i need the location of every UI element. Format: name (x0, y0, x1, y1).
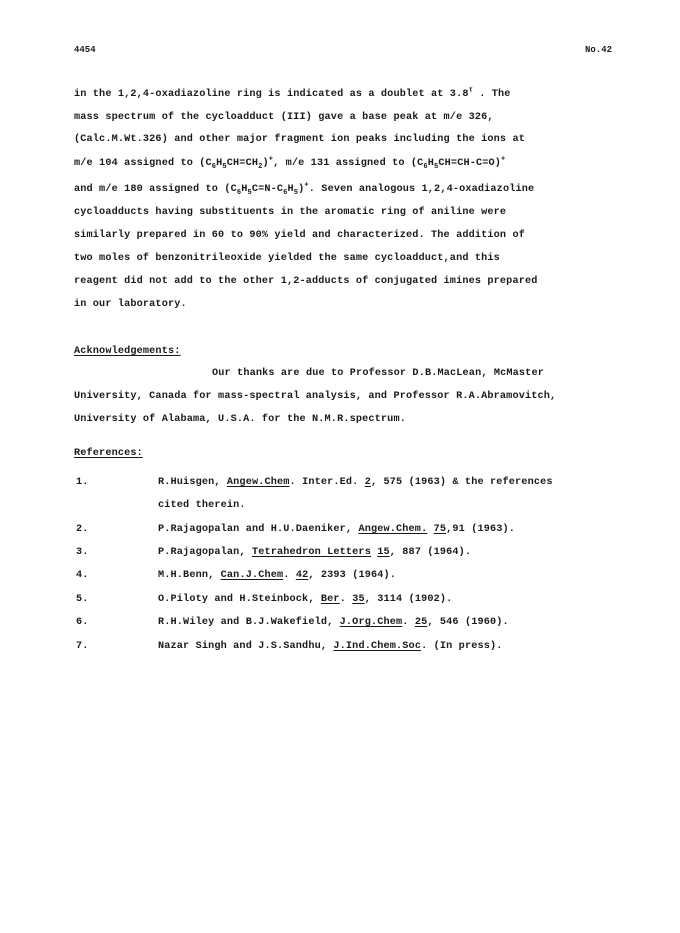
reference-continuation: cited therein. (158, 500, 246, 511)
body-line-10: in our laboratory. (74, 299, 187, 310)
body-line-5: and m/e 180 assigned to $(C_6H_5C=N-C_6H_5)^+$. Seven analogous 1,2,4-oxadiazoline (74, 181, 535, 198)
body-line-2: mass spectrum of the cycloadduct (III) gave a base peak at m/e 326, (74, 112, 494, 123)
body-line-8: two moles of benzonitrileoxide yielded the same cycloadduct,and this (74, 253, 500, 264)
page-number: 4454 (74, 45, 96, 55)
reference-item: 2. P.Rajagopalan and H.U.Daeniker, Angew.Chem. 75,91 (1963). (76, 524, 516, 535)
reference-item: 1. R.Huisgen, Angew.Chem. Inter.Ed. 2, 575 (1963) & the references (76, 477, 553, 488)
ack-line-2: University, Canada for mass-spectral analysis, and Professor R.A.Abramovitch, (74, 391, 557, 402)
body-line-1: in the 1,2,4-oxadiazoline ring is indicated as a doublet at $3.8^\tau$ . The (74, 86, 511, 100)
body-line-3: (Calc.M.Wt.326) and other major fragment ion peaks including the ions at (74, 134, 525, 145)
body-line-4: m/e 104 assigned to $(C_6H_5CH=CH_2)^+$, m/e 131 assigned to $(C_6H_5CH=CH-C=O)^+$ (74, 155, 506, 172)
body-line-7: similarly prepared in 60 to 90% yield and characterized. The addition of (74, 230, 525, 241)
ack-line-1: Our thanks are due to Professor D.B.MacLean, McMaster (212, 368, 544, 379)
references-heading: References: (74, 448, 143, 459)
reference-item: 6. R.H.Wiley and B.J.Wakefield, J.Org.Chem. 25, 546 (1960). (76, 617, 509, 628)
reference-item: 7. Nazar Singh and J.S.Sandhu, J.Ind.Chem.Soc. (In press). (76, 641, 503, 652)
ack-line-3: University of Alabama, U.S.A. for the N.M.R.spectrum. (74, 414, 406, 425)
body-line-6: cycloadducts having substituents in the aromatic ring of aniline were (74, 207, 507, 218)
body-line-9: reagent did not add to the other 1,2-adducts of conjugated imines prepared (74, 276, 538, 287)
reference-item: 5. O.Piloty and H.Steinbock, Ber. 35, 3114 (1902). (76, 594, 453, 605)
acknowledgements-heading: Acknowledgements: (74, 346, 181, 357)
reference-item: 4. M.H.Benn, Can.J.Chem. 42, 2393 (1964). (76, 570, 397, 581)
journal-issue: No.42 (585, 45, 613, 55)
reference-item: 3. P.Rajagopalan, Tetrahedron Letters 15, 887 (1964). (76, 547, 472, 558)
